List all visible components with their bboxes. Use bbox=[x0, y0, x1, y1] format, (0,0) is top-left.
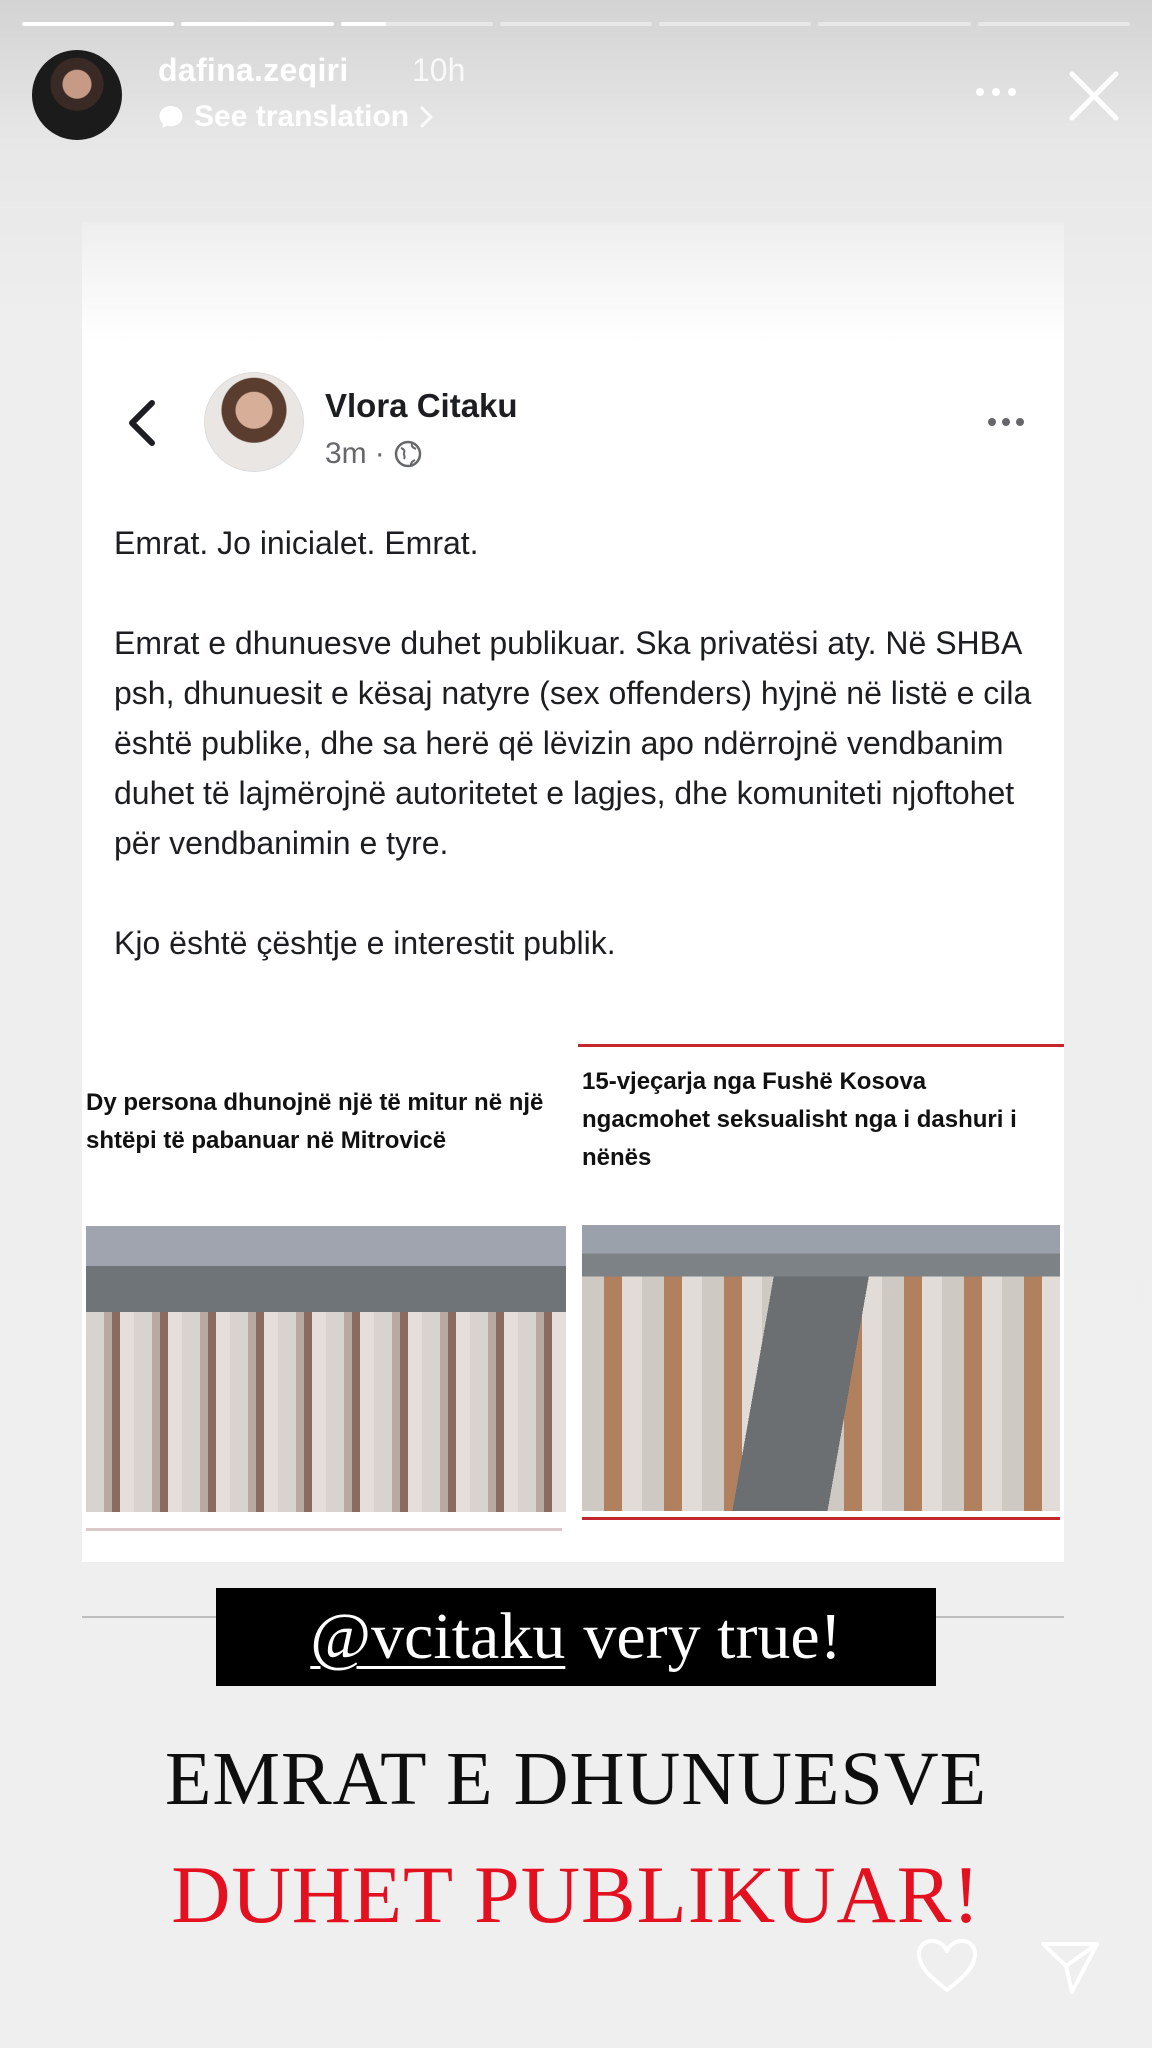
dot bbox=[1016, 418, 1024, 426]
post-time: 3m bbox=[325, 437, 367, 470]
progress-segment bbox=[818, 22, 970, 26]
news-thumbnail bbox=[578, 1044, 1064, 1541]
dot bbox=[1008, 88, 1016, 96]
mention-sticker[interactable] bbox=[216, 1588, 936, 1686]
dot bbox=[1002, 418, 1010, 426]
dot bbox=[976, 88, 984, 96]
news-thumbnail bbox=[82, 1044, 566, 1538]
progress-fill bbox=[341, 22, 387, 26]
progress-fill bbox=[22, 22, 174, 26]
story-timestamp: 10h bbox=[412, 52, 466, 88]
see-translation-link[interactable] bbox=[158, 100, 435, 134]
progress-segment bbox=[978, 22, 1130, 26]
globe-icon bbox=[393, 439, 423, 469]
progress-segment bbox=[341, 22, 493, 26]
post-author-name: Vlora Citaku bbox=[325, 387, 518, 424]
news-headline: 15-vjeçarja nga Fushë Kosova ngacmohet seksualisht nga i dashuri i nënës bbox=[582, 1068, 1017, 1171]
close-icon[interactable] bbox=[1062, 64, 1126, 128]
news-divider bbox=[582, 1517, 1060, 1520]
story-author-avatar[interactable] bbox=[32, 50, 122, 140]
caption-headline: EMRAT E DHUNUESVE bbox=[164, 1737, 988, 1821]
more-options-button[interactable] bbox=[976, 88, 1016, 96]
caption-headline-red: DUHET PUBLIKUAR! bbox=[171, 1849, 981, 1940]
send-icon[interactable] bbox=[1038, 1936, 1102, 1998]
dot bbox=[992, 88, 1000, 96]
progress-segment bbox=[181, 22, 333, 26]
post-body bbox=[114, 518, 1044, 968]
chevron-right-icon bbox=[419, 104, 435, 130]
heart-icon[interactable] bbox=[914, 1936, 980, 1996]
news-photo bbox=[86, 1226, 566, 1512]
post-paragraph: Emrat. Jo inicialet. Emrat. bbox=[114, 525, 479, 561]
story-author-username[interactable]: dafina.zeqiri bbox=[158, 52, 349, 88]
story-progress bbox=[22, 22, 1130, 26]
speech-bubble-icon bbox=[158, 104, 184, 130]
progress-segment bbox=[500, 22, 652, 26]
post-more-icon bbox=[988, 418, 1024, 426]
post-author-avatar bbox=[204, 372, 304, 472]
shared-post-screenshot bbox=[82, 222, 1064, 1562]
post-paragraph: Kjo është çështje e interestit publik. bbox=[114, 925, 616, 961]
card-top-shade bbox=[82, 222, 1064, 342]
mention-text: very true! bbox=[583, 1600, 842, 1673]
post-meta bbox=[325, 437, 423, 471]
progress-segment bbox=[22, 22, 174, 26]
news-photo bbox=[582, 1225, 1060, 1511]
progress-fill bbox=[181, 22, 333, 26]
dot bbox=[988, 418, 996, 426]
mention-handle[interactable]: @vcitaku bbox=[310, 1600, 566, 1673]
news-divider bbox=[86, 1528, 562, 1531]
news-headline: Dy persona dhunojnë një të mitur në një shtëpi të pabanuar në Mitrovicë bbox=[86, 1089, 544, 1154]
see-translation-label: See translation bbox=[194, 100, 410, 133]
progress-segment bbox=[659, 22, 811, 26]
post-paragraph: Emrat e dhunuesve duhet publikuar. Ska privatësi aty. Në SHBA psh, dhunuesit e kësaj natyre (sex offenders) hyjnë në listë e cila është publike, dhe sa herë që lëvizin apo ndërrojnë vendbanim duhet të lajmërojnë autoritetet e lagjes, dhe komuniteti njoftohet për vendbanimin e tyre. bbox=[114, 625, 1032, 861]
chevron-left-icon bbox=[122, 397, 162, 449]
meta-separator: · bbox=[374, 437, 385, 470]
